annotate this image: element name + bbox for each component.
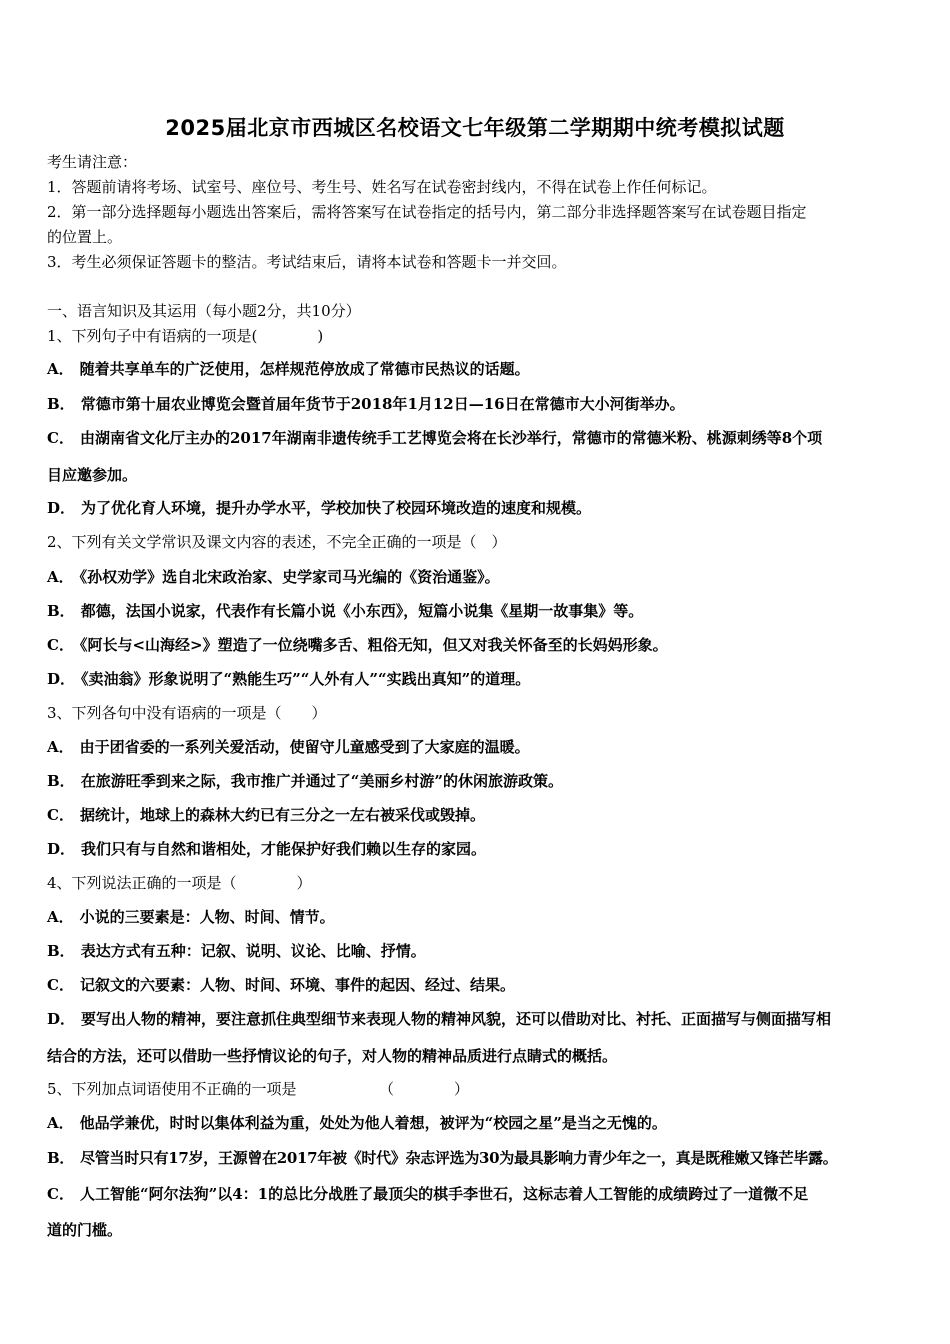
option-row: [47, 1113, 907, 1133]
option-row: [47, 975, 907, 995]
option-text: 人工智能“阿尔法狗”以4：1的总比分战胜了最顶尖的棋手李世石，这标志着人工智能的成绩跨过了一道微不足: [79, 1185, 809, 1203]
option-letter: D．: [47, 499, 76, 517]
notice-item: 3．考生必须保证答题卡的整洁。考试结束后，请将本试卷和答题卡一并交回。: [47, 253, 567, 271]
option-row: [47, 394, 907, 414]
option-letter: B．: [47, 772, 75, 790]
option-letter: B．: [47, 1149, 75, 1167]
question-stem: 2、下列有关文学常识及课文内容的表述，不完全正确的一项是（ ）: [47, 533, 507, 551]
option-letter: C．: [47, 976, 74, 994]
option-text: 小说的三要素是：人物、时间、情节。: [79, 908, 335, 926]
option-text: 道的门槛。: [47, 1221, 123, 1239]
notice-item: 2．第一部分选择题每小题选出答案后，需将答案写在试卷指定的括号内，第二部分非选择题答案写在试卷题目指定: [47, 203, 807, 221]
notice-item: 的位置上。: [47, 228, 123, 246]
option-row: [47, 941, 907, 961]
option-text: 《孙权劝学》选自北宋政治家、史学家司马光编的《资治通鉴》。: [79, 568, 500, 586]
option-text: 《阿长与<山海经>》塑造了一位绕嘴多舌、粗俗无知，但又对我关怀备至的长妈妈形象。: [79, 636, 668, 654]
option-row: [47, 805, 907, 825]
option-row: [47, 669, 907, 689]
option-letter: C．: [47, 636, 74, 654]
question-stem: 3、下列各句中没有语病的一项是（ ）: [47, 704, 327, 722]
option-row: [47, 601, 907, 621]
option-row: [47, 1184, 907, 1204]
option-text: 都德，法国小说家，代表作有长篇小说《小东西》，短篇小说集《星期一故事集》等。: [80, 602, 644, 620]
option-letter: C．: [47, 1185, 74, 1203]
notice-item: 1．答题前请将考场、试室号、座位号、考生号、姓名写在试卷密封线内，不得在试卷上作任何标记。: [47, 178, 717, 196]
option-row: [47, 771, 907, 791]
option-row-continued: [47, 465, 907, 485]
option-text: 由湖南省文化厅主办的2017年湖南非遗传统手工艺博览会将在长沙举行，常德市的常德米粉、桃源刺绣等8个项: [79, 429, 823, 447]
question-stem: 4、下列说法正确的一项是（ ）: [47, 874, 312, 892]
option-row: [47, 428, 907, 448]
option-letter: A．: [47, 738, 74, 756]
option-row: [47, 498, 907, 518]
option-row: [47, 1009, 907, 1029]
option-letter: B．: [47, 602, 75, 620]
option-row: [47, 567, 907, 587]
option-letter: D．: [47, 670, 76, 688]
question-stem: 1、下列句子中有语病的一项是( ): [47, 327, 324, 345]
option-text: 《卖油翁》形象说明了“熟能生巧”“人外有人”“实践出真知”的道理。: [81, 670, 531, 688]
option-row: [47, 839, 907, 859]
option-text: 结合的方法，还可以借助一些抒情议论的句子，对人物的精神品质进行点睛式的概括。: [47, 1047, 618, 1065]
option-text: 随着共享单车的广泛使用，怎样规范停放成了常德市民热议的话题。: [79, 360, 530, 378]
exam-title: 2025届北京市西城区名校语文七年级第二学期期中统考模拟试题: [165, 116, 785, 140]
option-letter: B．: [47, 942, 75, 960]
option-letter: B．: [47, 395, 75, 413]
option-text: 表达方式有五种：记叙、说明、议论、比喻、抒情。: [80, 942, 426, 960]
option-row: [47, 635, 907, 655]
option-text: 常德市第十届农业博览会暨首届年货节于2018年1月12日—16日在常德市大小河街举办。: [80, 395, 685, 413]
option-text: 他品学兼优，时时以集体利益为重，处处为他人着想，被评为“校园之星”是当之无愧的。: [79, 1114, 667, 1132]
option-row: [47, 359, 907, 379]
option-text: 由于团省委的一系列关爱活动，使留守儿童感受到了大家庭的温暖。: [79, 738, 530, 756]
option-row: [47, 737, 907, 757]
option-text: 要写出人物的精神，要注意抓住典型细节来表现人物的精神风貌，还可以借助对比、衬托、正面描写与侧面描写相: [81, 1010, 832, 1028]
section-heading: 一、语言知识及其运用（每小题2分，共10分）: [47, 302, 361, 320]
option-letter: A．: [47, 360, 74, 378]
option-letter: C．: [47, 429, 74, 447]
option-text: 尽管当时只有17岁，王源曾在2017年被《时代》杂志评选为30为最具影响力青少年之一，真是既稚嫩又锋芒毕露。: [80, 1149, 838, 1167]
option-text: 为了优化育人环境，提升办学水平，学校加快了校园环境改造的速度和规模。: [81, 499, 592, 517]
option-text: 在旅游旺季到来之际，我市推广并通过了“美丽乡村游”的休闲旅游政策。: [80, 772, 563, 790]
option-row-continued: [47, 1046, 907, 1066]
notice-header: 考生请注意：: [47, 153, 138, 171]
option-letter: D．: [47, 1010, 76, 1028]
option-row-continued: [47, 1220, 907, 1240]
option-text: 目应邀参加。: [47, 466, 138, 484]
option-letter: D．: [47, 840, 76, 858]
option-letter: A．: [47, 908, 74, 926]
option-letter: A．: [47, 1114, 74, 1132]
option-row: [47, 907, 907, 927]
option-text: 据统计，地球上的森林大约已有三分之一左右被采伐或毁掉。: [79, 806, 485, 824]
option-text: 记叙文的六要素：人物、时间、环境、事件的起因、经过、结果。: [79, 976, 515, 994]
question-stem: 5、下列加点词语使用不正确的一项是 （ ）: [47, 1080, 470, 1098]
option-row: [47, 1148, 907, 1168]
option-letter: A．: [47, 568, 74, 586]
option-letter: C．: [47, 806, 74, 824]
option-text: 我们只有与自然和谐相处，才能保护好我们赖以生存的家园。: [81, 840, 487, 858]
